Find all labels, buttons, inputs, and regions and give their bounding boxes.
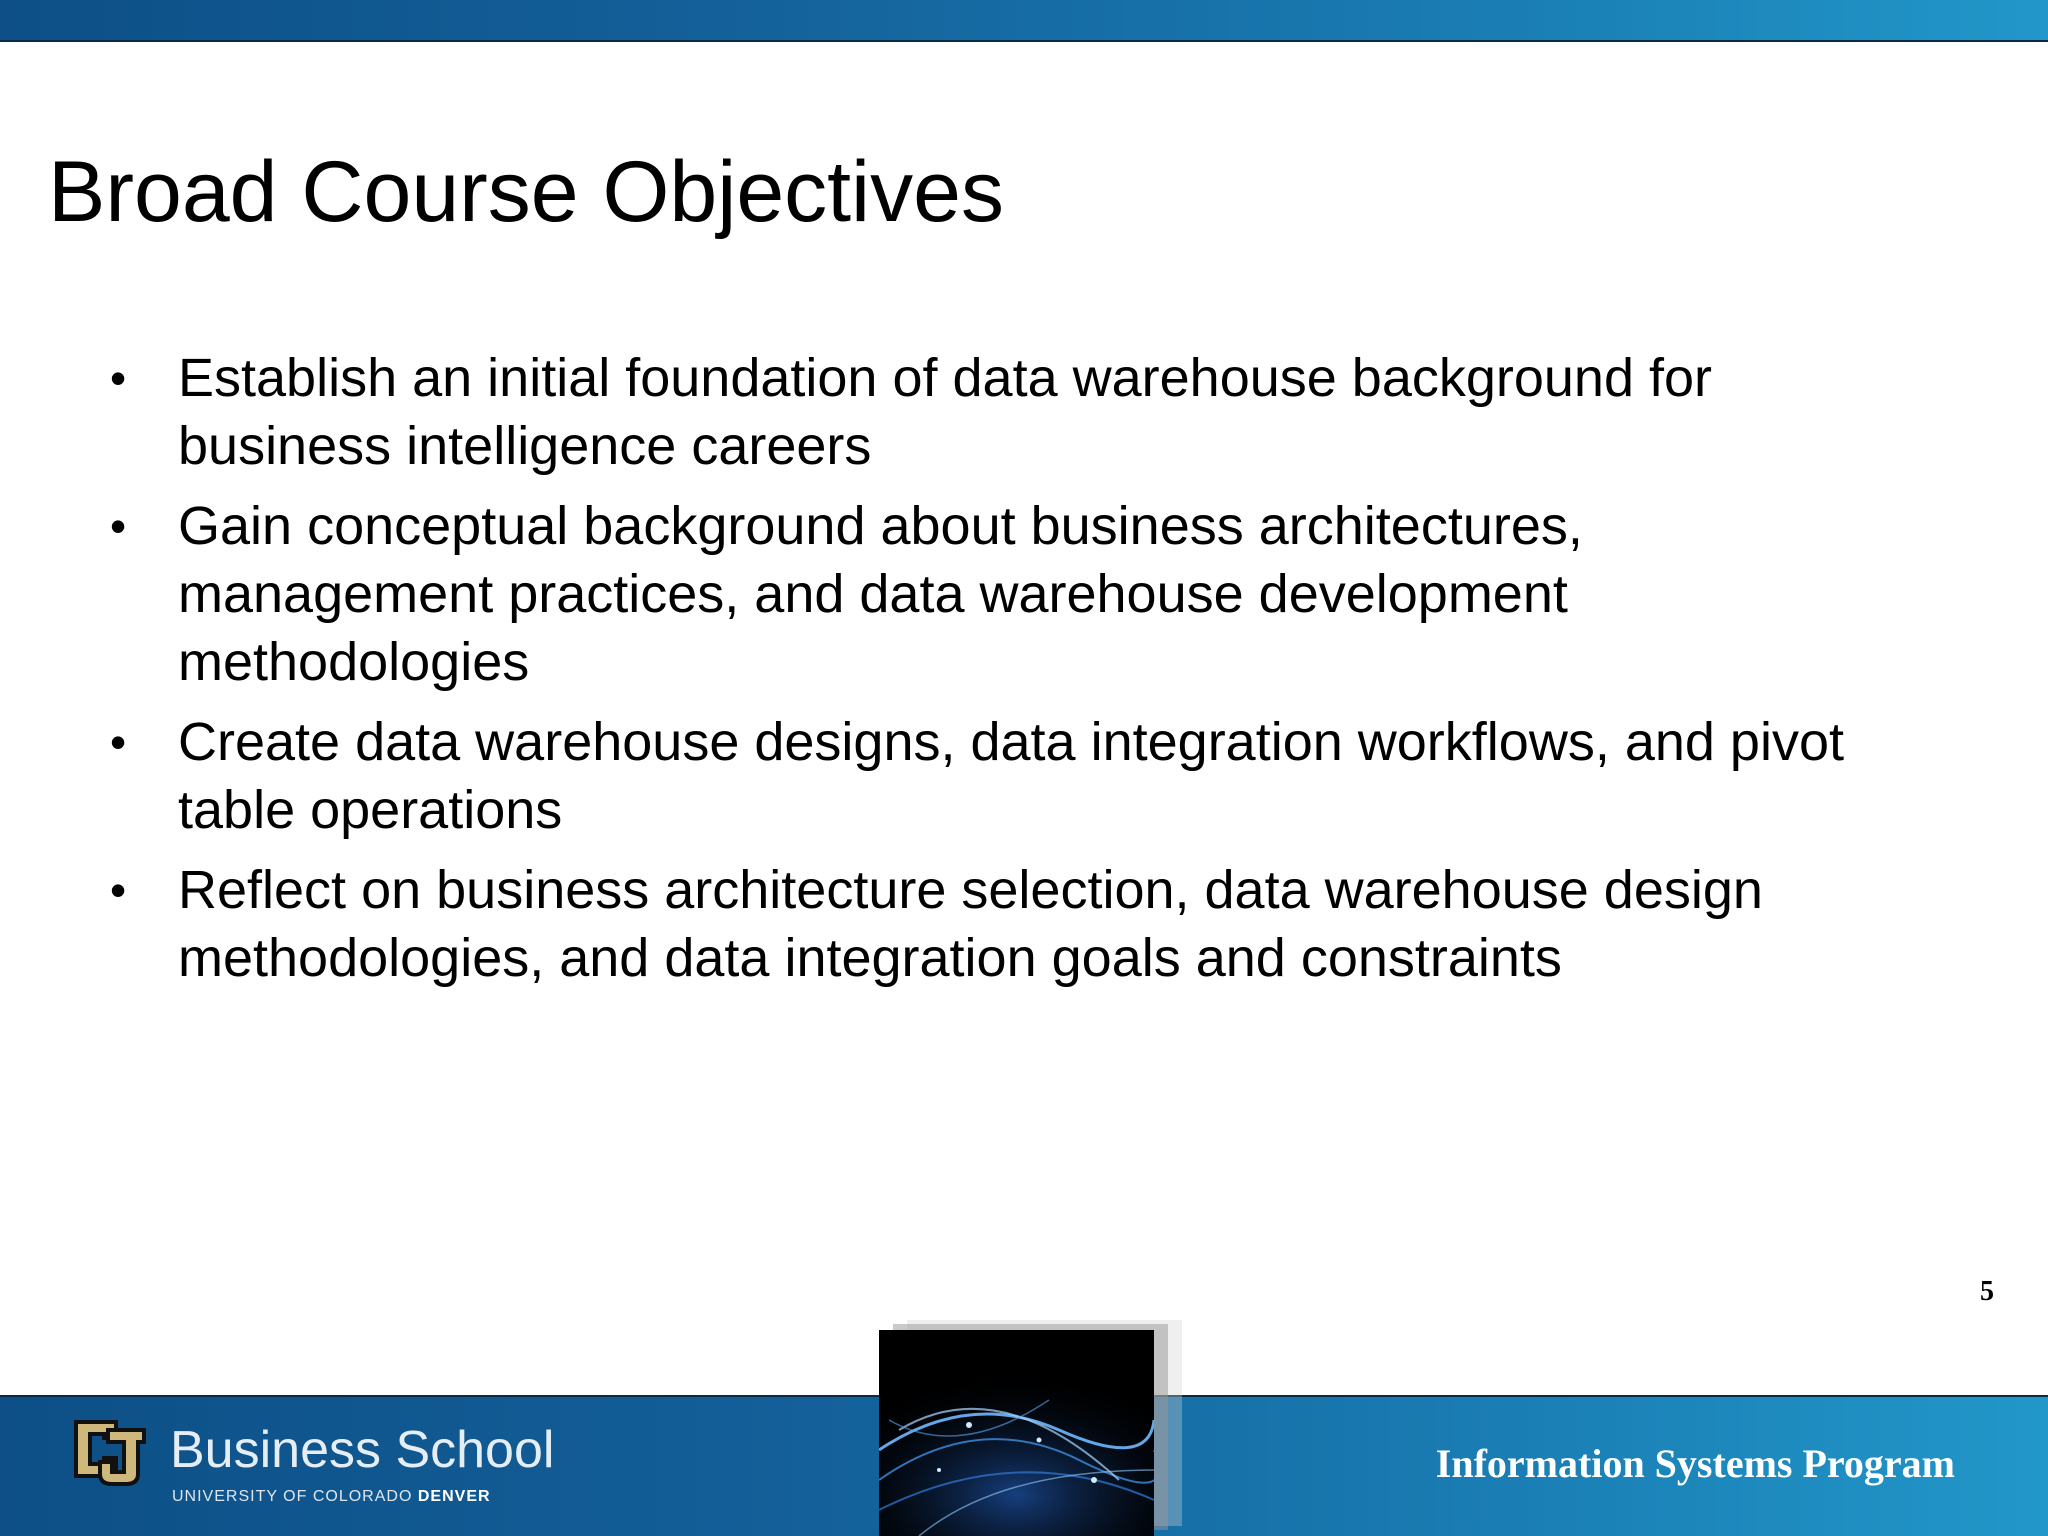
slide-title: Broad Course Objectives xyxy=(48,144,1004,240)
university-name xyxy=(172,1488,491,1506)
network-globe-image xyxy=(879,1330,1154,1536)
university-suffix: DENVER xyxy=(417,1488,491,1505)
objective-text: Create data warehouse designs, data integration workflows, and pivot table operations xyxy=(178,712,1844,840)
bullet-marker: • xyxy=(109,352,127,404)
objective-text: Gain conceptual background about business architectures, management practices, and data warehouse development methodologies xyxy=(178,496,1583,692)
top-header-bar xyxy=(0,0,2048,42)
objectives-list xyxy=(98,344,1898,1004)
bullet-marker: • xyxy=(109,716,127,768)
objective-text: Establish an initial foundation of data warehouse background for business intelligence careers xyxy=(178,348,1713,476)
program-name: Information Systems Program xyxy=(1435,1441,1955,1486)
bullet-marker: • xyxy=(109,864,127,916)
page-number: 5 xyxy=(1980,1276,1994,1307)
network-lines xyxy=(879,1330,1154,1536)
objective-item xyxy=(98,344,1898,480)
cu-logo-icon xyxy=(70,1412,148,1490)
university-prefix: UNIVERSITY OF COLORADO xyxy=(172,1488,413,1505)
objective-text: Reflect on business architecture selection, data warehouse design methodologies, and data integration goals and constraints xyxy=(178,860,1763,988)
school-name: Business School xyxy=(170,1421,555,1479)
objective-item xyxy=(98,708,1898,844)
objective-item xyxy=(98,856,1898,992)
objective-item xyxy=(98,492,1898,696)
bullet-marker: • xyxy=(109,500,127,552)
